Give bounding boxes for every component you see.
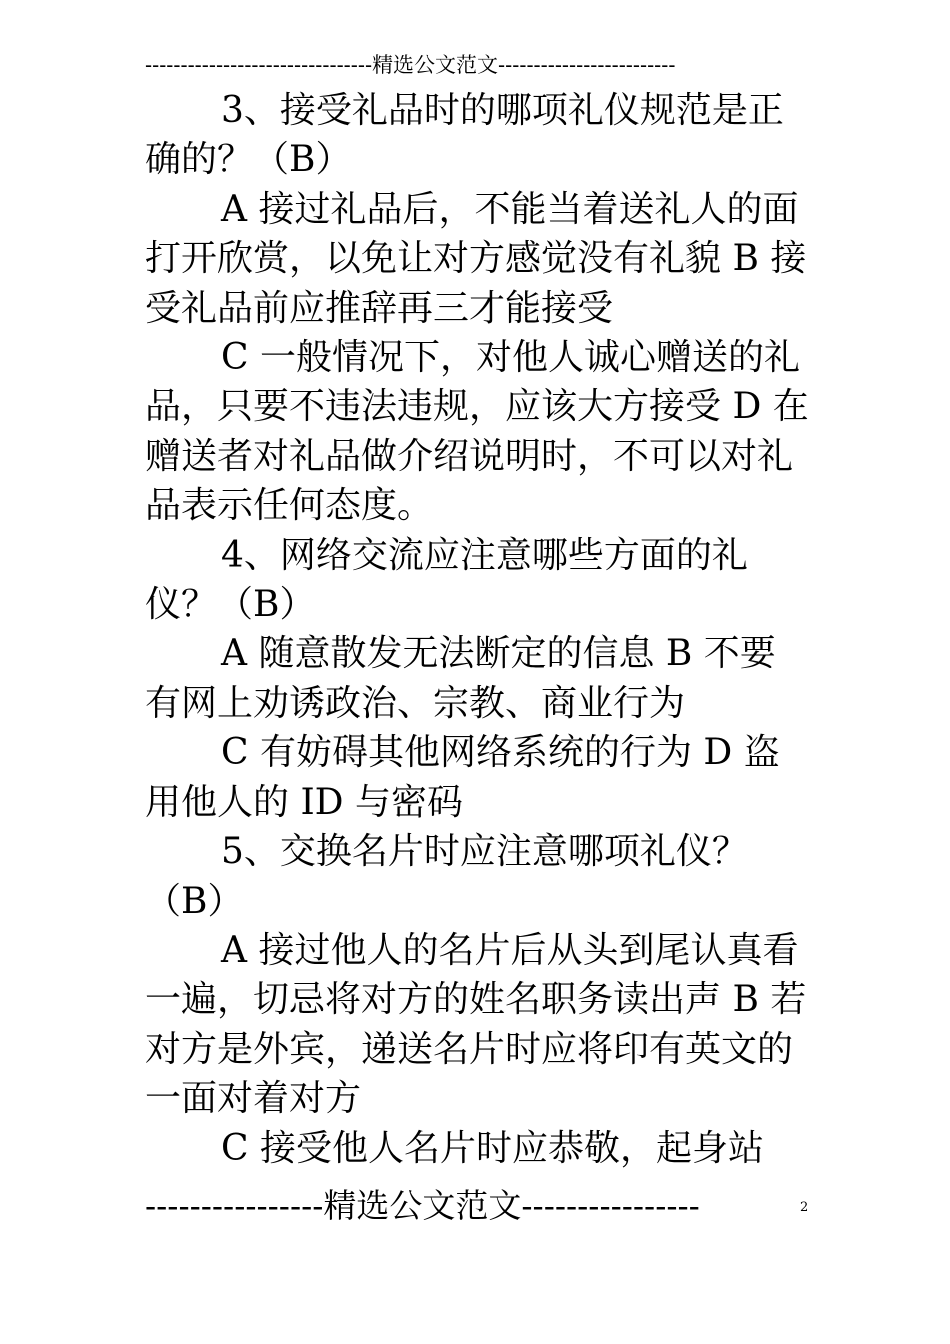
- question-5-options-ab: A 接过他人的名片后从头到尾认真看一遍，切忌将对方的姓名职务读出声 B 若对方是外宾，递送名片时应将印有英文的一面对着对方: [145, 929, 807, 1120]
- question-3: 3、接受礼品时的哪项礼仪规范是正确的？（B）: [145, 90, 784, 181]
- question-4-options-ab: A 随意散发无法断定的信息 B 不要有网上劝诱政治、宗教、商业行为: [145, 633, 776, 724]
- page-number: 2: [800, 1200, 809, 1215]
- question-5-option-c: C 接受他人名片时应恭敬，起身站: [221, 1127, 764, 1169]
- question-5: 5、交换名片时应注意哪项礼仪？（B）: [145, 831, 748, 922]
- page-footer: ----------------精选公文范文----------------: [145, 1186, 700, 1225]
- question-3-options-cd: C 一般情况下，对他人诚心赠送的礼品，只要不违法违规，应该大方接受 D 在赠送者对礼品做介绍说明时，不可以对礼品表示任何态度。: [145, 337, 809, 527]
- page-header: --------------------------------精选公文范文-------------------------: [145, 53, 676, 77]
- question-4: 4、网络交流应注意哪些方面的礼仪？（B）: [145, 534, 748, 626]
- question-3-options-ab: A 接过礼品后，不能当着送礼人的面打开欣赏，以免让对方感觉没有礼貌 B 接受礼品前应推辞再三才能接受: [145, 188, 807, 329]
- document-body: [145, 86, 810, 1173]
- question-4-options-cd: C 有妨碍其他网络系统的行为 D 盗用他人的 ID 与密码: [145, 732, 780, 823]
